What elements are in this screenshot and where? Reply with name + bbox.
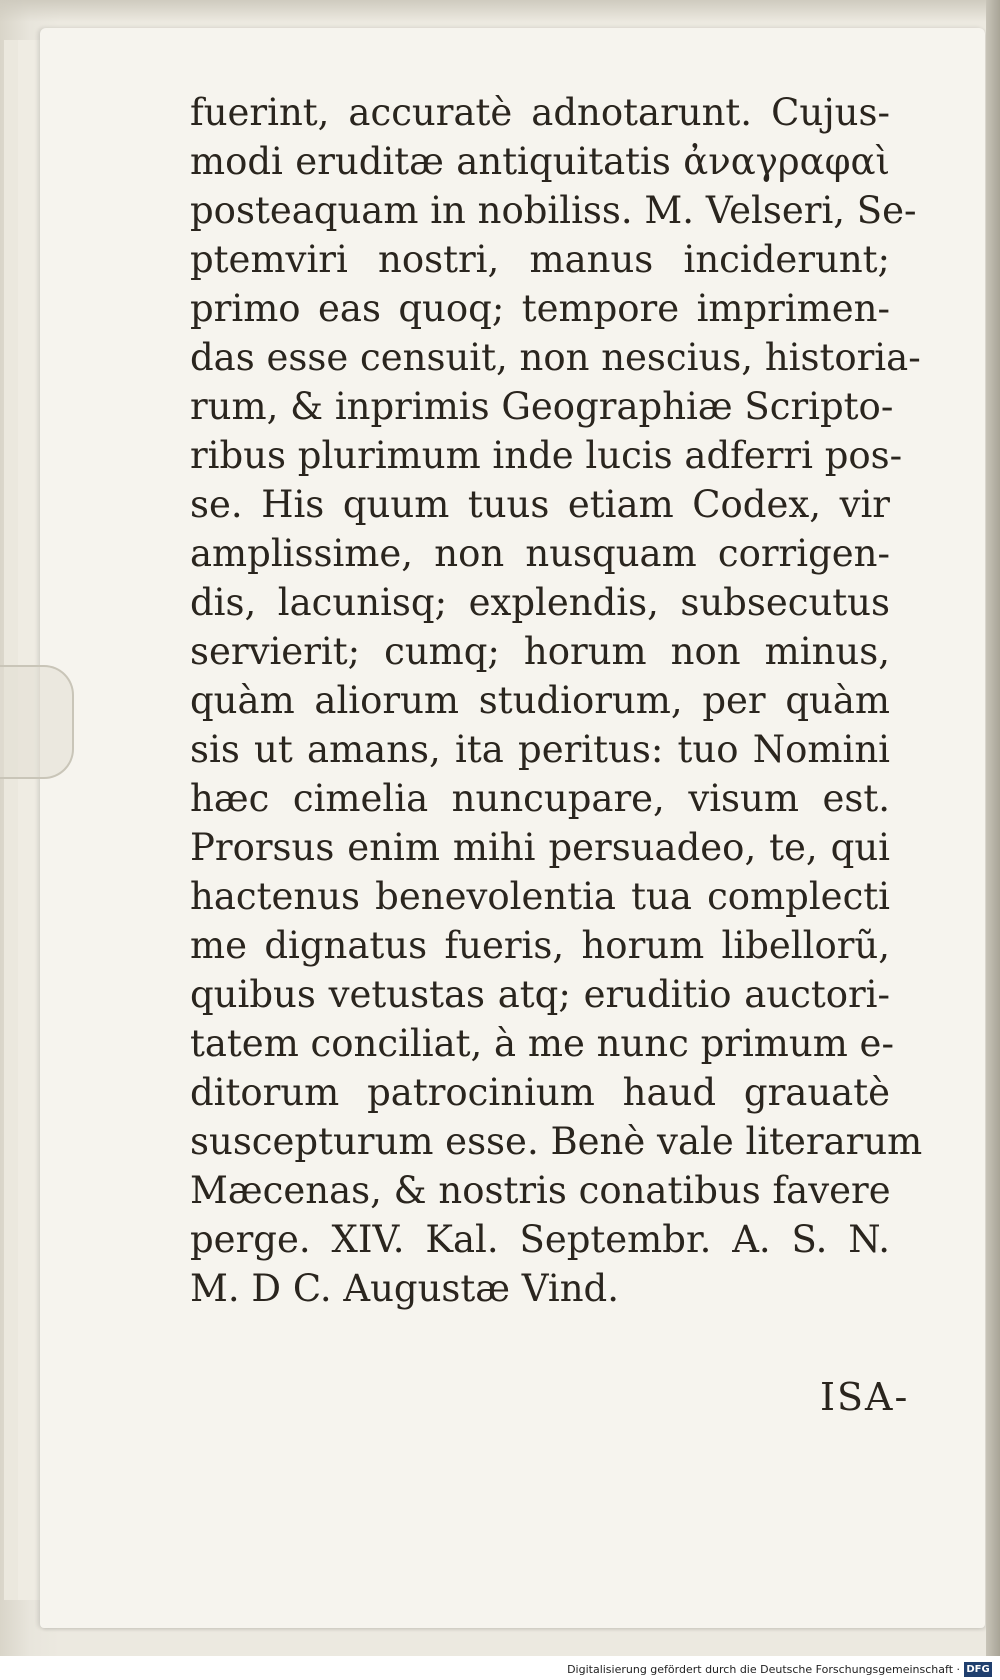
text-line: servierit; cumq; horum non minus,	[190, 630, 890, 673]
text-line: Mæcenas, & nostris conatibus favere	[190, 1169, 891, 1212]
text-line: quàm aliorum studiorum, per quàm	[190, 679, 890, 722]
text-line: se. His quum tuus etiam Codex, vir	[190, 483, 890, 526]
text-line: ptemviri nostri, manus inciderunt;	[190, 238, 890, 281]
text-block	[190, 88, 940, 1313]
binding-shadow	[0, 0, 1000, 22]
text-line: primo eas quoq; tempore imprimen-	[190, 287, 890, 330]
text-line: posteaquam in nobiliss. M. Velseri, Se-	[190, 189, 917, 232]
text-line: hactenus benevolentia tua complecti	[190, 875, 890, 918]
catchword: ISA-	[820, 1375, 910, 1419]
text-line: perge. XIV. Kal. Septembr. A. S. N.	[190, 1218, 890, 1261]
right-page-edge	[986, 0, 1000, 1656]
text-line: rum, & inprimis Geographiæ Scripto-	[190, 385, 894, 428]
text-line: hæc cimelia nuncupare, visum est.	[190, 777, 890, 820]
text-line: sis ut amans, ita peritus: tuo Nomini	[190, 728, 890, 771]
text-line: dis, lacunisq; explendis, subsecutus	[190, 581, 890, 624]
page-edge	[18, 40, 41, 1600]
text-line: ditorum patrocinium haud grauatè	[190, 1071, 890, 1114]
text-line: quibus vetustas atq; eruditio auctori-	[190, 973, 890, 1016]
text-line: M. D C. Augustæ Vind.	[190, 1267, 619, 1310]
text-line: suscepturum esse. Benè vale literarum	[190, 1120, 923, 1163]
text-line: ribus plurimum inde lucis adferri pos-	[190, 434, 903, 477]
text-line: modi eruditæ antiquitatis ἀναγραφαὶ	[190, 140, 890, 183]
text-line: me dignatus fueris, horum libellorũ,	[190, 924, 890, 967]
text-line: amplissime, non nusquam corrigen-	[190, 532, 890, 575]
footer-bar	[0, 1656, 1000, 1680]
dfg-logo-icon: DFG	[964, 1662, 992, 1677]
text-line: tatem conciliat, à me nunc primum e-	[190, 1022, 894, 1065]
text-line: Prorsus enim mihi persuadeo, te, qui	[190, 826, 890, 869]
text-line: fuerint, accuratè adnotarunt. Cujus-	[190, 91, 890, 134]
page-clip	[0, 665, 74, 779]
text-line: das esse censuit, non nescius, historia-	[190, 336, 921, 379]
footer-credit: Digitalisierung gefördert durch die Deutsche Forschungsgemeinschaft ·	[567, 1663, 960, 1676]
